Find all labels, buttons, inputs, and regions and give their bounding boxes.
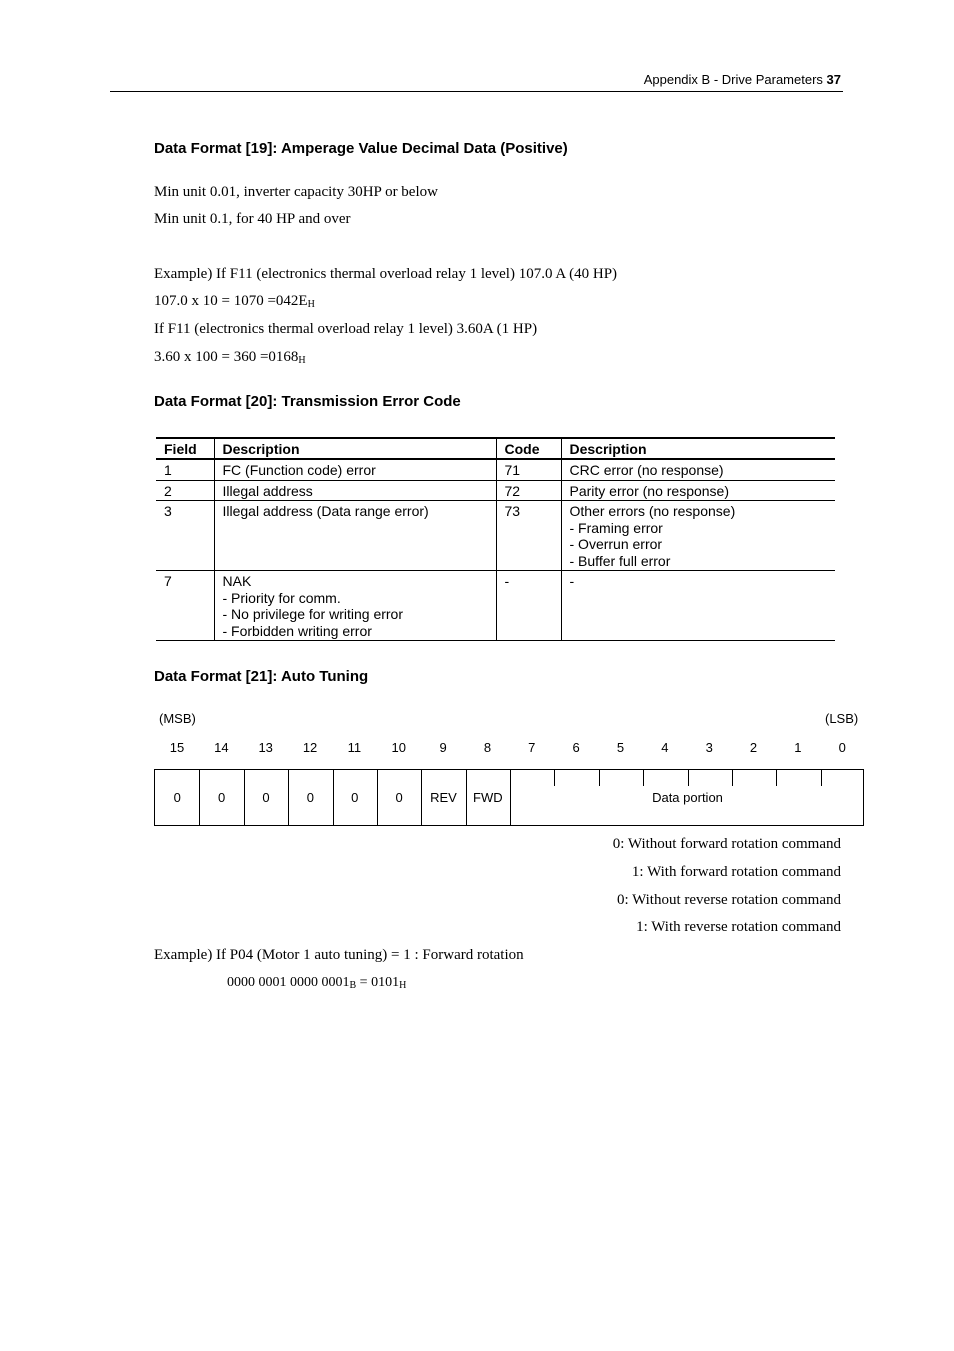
s21-calc-main: 0000 0001 0000 0001	[227, 975, 350, 990]
s19-example-2: If F11 (electronics thermal overload relay 1 level) 3.60A (1 HP)	[154, 321, 538, 337]
note-forward-off: 0: Without forward rotation command	[612, 836, 841, 852]
col-header-description: Description	[214, 438, 496, 459]
cell-line: -	[569, 573, 575, 589]
s19-calc-2-main: 3.60 x 100 = 360 =0168	[154, 349, 299, 365]
page-header	[110, 68, 843, 92]
cell-description-2	[561, 480, 835, 501]
note-forward-on: 1: With forward rotation command	[631, 864, 841, 880]
cell-description-2	[561, 571, 835, 641]
header-title: Appendix B - Drive Parameters	[643, 72, 823, 87]
cell-line: - Forbidden writing error	[222, 622, 372, 639]
bit-cell: 0	[351, 790, 359, 805]
table-row	[156, 501, 835, 571]
col-header-field: Field	[156, 438, 214, 459]
s19-calc-2	[154, 349, 306, 366]
bit-divider	[244, 770, 245, 825]
cell-field: 7	[156, 571, 214, 641]
s21-calc-subscript-b: B	[349, 980, 357, 991]
cell-description	[214, 501, 496, 571]
cell-field: 1	[156, 459, 214, 480]
lsb-label: (LSB)	[825, 711, 859, 726]
bit-number: 3	[705, 740, 713, 755]
bit-number: 12	[302, 740, 318, 755]
cell-line: Other errors (no response)	[569, 503, 736, 519]
s19-calc-1	[154, 293, 315, 310]
note-reverse-on: 1: With reverse rotation command	[636, 919, 841, 935]
bit-cell: 0	[262, 790, 270, 805]
bit-cell: 0	[173, 790, 181, 805]
bit-divider	[333, 770, 334, 825]
cell-line: Illegal address	[222, 482, 313, 499]
bit-number: 7	[528, 740, 536, 755]
cell-line: - Framing error	[569, 519, 663, 536]
bit-number: 0	[838, 740, 846, 755]
bit-cell: FWD	[473, 790, 503, 805]
bit-number: 10	[391, 740, 406, 755]
cell-line: NAK	[222, 573, 252, 589]
bit-number: 8	[483, 740, 492, 755]
msb-label: (MSB)	[159, 711, 196, 726]
cell-line: - Priority for comm.	[222, 589, 341, 606]
section-21-heading: Data Format [21]: Auto Tuning	[154, 668, 369, 685]
bit-number: 11	[347, 740, 362, 755]
bit-cell: 0	[217, 790, 226, 805]
cell-line: - Overrun error	[569, 536, 663, 552]
section-19-heading: Data Format [19]: Amperage Value Decimal Data (Positive)	[154, 140, 568, 157]
s21-calc-subscript-h: H	[399, 980, 407, 991]
cell-line: CRC error (no response)	[569, 462, 724, 478]
table-header-row	[156, 438, 835, 459]
bit-divider	[288, 770, 289, 825]
table-row	[156, 571, 835, 641]
bit-number: 9	[439, 740, 447, 755]
bit-cell: 0	[306, 790, 314, 805]
s19-calc-1-subscript: H	[307, 299, 315, 310]
col-header-description-2: Description	[561, 438, 835, 459]
bit-number: 2	[749, 740, 758, 755]
note-reverse-off: 0: Without reverse rotation command	[616, 892, 841, 908]
cell-field: 3	[156, 501, 214, 571]
bit-divider	[377, 770, 378, 825]
bit-cell: REV	[430, 790, 457, 805]
data-portion-label: Data portion	[652, 790, 723, 805]
bit-number: 14	[214, 740, 229, 755]
table-row	[156, 459, 835, 480]
cell-code: 72	[496, 480, 561, 501]
cell-code: 73	[496, 501, 561, 571]
s19-calc-1-main: 107.0 x 10 = 1070 =042E	[154, 293, 308, 309]
bit-number: 6	[572, 740, 580, 755]
page-number: 37	[826, 72, 841, 87]
bit-number: 13	[258, 740, 273, 755]
error-code-table	[156, 437, 835, 641]
cell-line: Parity error (no response)	[569, 482, 730, 499]
s19-line-1: Min unit 0.01, inverter capacity 30HP or below	[154, 184, 438, 200]
cell-line: - No privilege for writing error	[222, 606, 403, 622]
bit-cell: 0	[395, 790, 403, 805]
bit-divider	[421, 770, 422, 825]
cell-description-2	[561, 459, 835, 480]
s19-line-2: Min unit 0.1, for 40 HP and over	[154, 211, 351, 227]
cell-description	[214, 571, 496, 641]
cell-code: 71	[496, 459, 561, 480]
bit-number: 1	[794, 740, 802, 755]
bit-number: 4	[661, 740, 669, 755]
cell-description	[214, 459, 496, 480]
bit-divider	[466, 770, 467, 825]
table-row	[156, 480, 835, 501]
cell-code: -	[496, 571, 561, 641]
bit-layout-box	[154, 769, 864, 826]
header-text	[644, 72, 841, 87]
cell-line: Illegal address (Data range error)	[222, 503, 429, 519]
cell-field: 2	[156, 480, 214, 501]
col-header-code: Code	[496, 438, 561, 459]
cell-description-2	[561, 501, 835, 571]
s21-example-calc	[227, 975, 406, 991]
s19-example-1: Example) If F11 (electronics thermal overload relay 1 level) 107.0 A (40 HP)	[154, 266, 618, 282]
section-20-heading: Data Format [20]: Transmission Error Code	[154, 393, 461, 410]
cell-line: FC (Function code) error	[222, 462, 376, 478]
s21-example: Example) If P04 (Motor 1 auto tuning) = 1 : Forward rotation	[154, 947, 524, 963]
bit-number: 5	[616, 740, 625, 755]
s19-calc-2-subscript: H	[298, 355, 306, 366]
cell-description	[214, 480, 496, 501]
bit-divider	[199, 770, 200, 825]
s21-calc-mid: = 0101	[356, 975, 400, 990]
cell-line: - Buffer full error	[569, 552, 671, 569]
bit-number: 15	[169, 740, 185, 755]
